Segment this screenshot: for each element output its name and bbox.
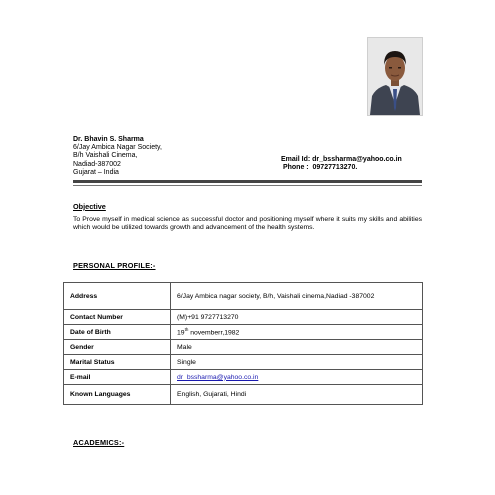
row-value: 6/Jay Ambica nagar society, B/h, Vaishali cinema,Nadiad -387002 <box>171 283 423 310</box>
table-row <box>64 370 423 385</box>
row-value <box>171 325 423 340</box>
email-line <box>281 156 402 164</box>
dob-rest: novemberr,1982 <box>188 329 240 337</box>
address-line: B/h Vaishali Cinema, <box>73 152 138 160</box>
row-value: Single <box>171 355 423 370</box>
personal-profile-heading: PERSONAL PROFILE:- <box>73 261 156 270</box>
row-label: Gender <box>64 340 171 355</box>
academics-heading: ACADEMICS:- <box>73 438 125 447</box>
table-row <box>64 310 423 325</box>
table-row <box>64 340 423 355</box>
table-row <box>64 385 423 405</box>
email-link[interactable]: dr_bssharma@yahoo.co.in <box>177 373 259 381</box>
row-value: English, Gujarati, Hindi <box>171 385 423 405</box>
dob-ordinal: th <box>184 327 189 333</box>
personal-profile-table <box>63 282 423 405</box>
email-label: Email Id: <box>281 156 311 163</box>
row-label: Marital Status <box>64 355 171 370</box>
address-line: 6/Jay Ambica Nagar Society, <box>73 144 162 152</box>
row-label: Date of Birth <box>64 325 171 340</box>
table-row <box>64 283 423 310</box>
phone-label: Phone : <box>282 164 309 172</box>
header-divider-thin <box>73 185 422 186</box>
address-line: Nadiad-387002 <box>73 160 121 168</box>
profile-photo <box>367 37 423 116</box>
contact-block <box>73 136 162 177</box>
email-value[interactable]: dr_bssharma@yahoo.co.in <box>312 156 402 163</box>
row-label: Contact Number <box>64 310 171 325</box>
table-row <box>64 355 423 370</box>
candidate-name: Dr. Bhavin S. Sharma <box>73 136 144 143</box>
row-label: Known Languages <box>64 385 171 405</box>
objective-heading: Objective <box>73 202 106 211</box>
phone-line <box>281 164 402 172</box>
dob-day: 19 <box>177 329 185 337</box>
address-line: Gujarat – India <box>73 168 119 176</box>
phone-value: 09727713270. <box>312 164 358 172</box>
objective-text: To Prove myself in medical science as successful doctor and positioning myself where it suits my skills and abilities which would be utilized towards growth and advancement of the health systems. <box>73 216 422 232</box>
row-label: E-mail <box>64 370 171 385</box>
table-row <box>64 325 423 340</box>
row-value: (M)+91 9727713270 <box>171 310 423 325</box>
row-value <box>171 370 423 385</box>
header-divider <box>73 180 422 183</box>
contact-details <box>281 156 402 172</box>
row-label: Address <box>64 283 171 310</box>
row-value: Male <box>171 340 423 355</box>
